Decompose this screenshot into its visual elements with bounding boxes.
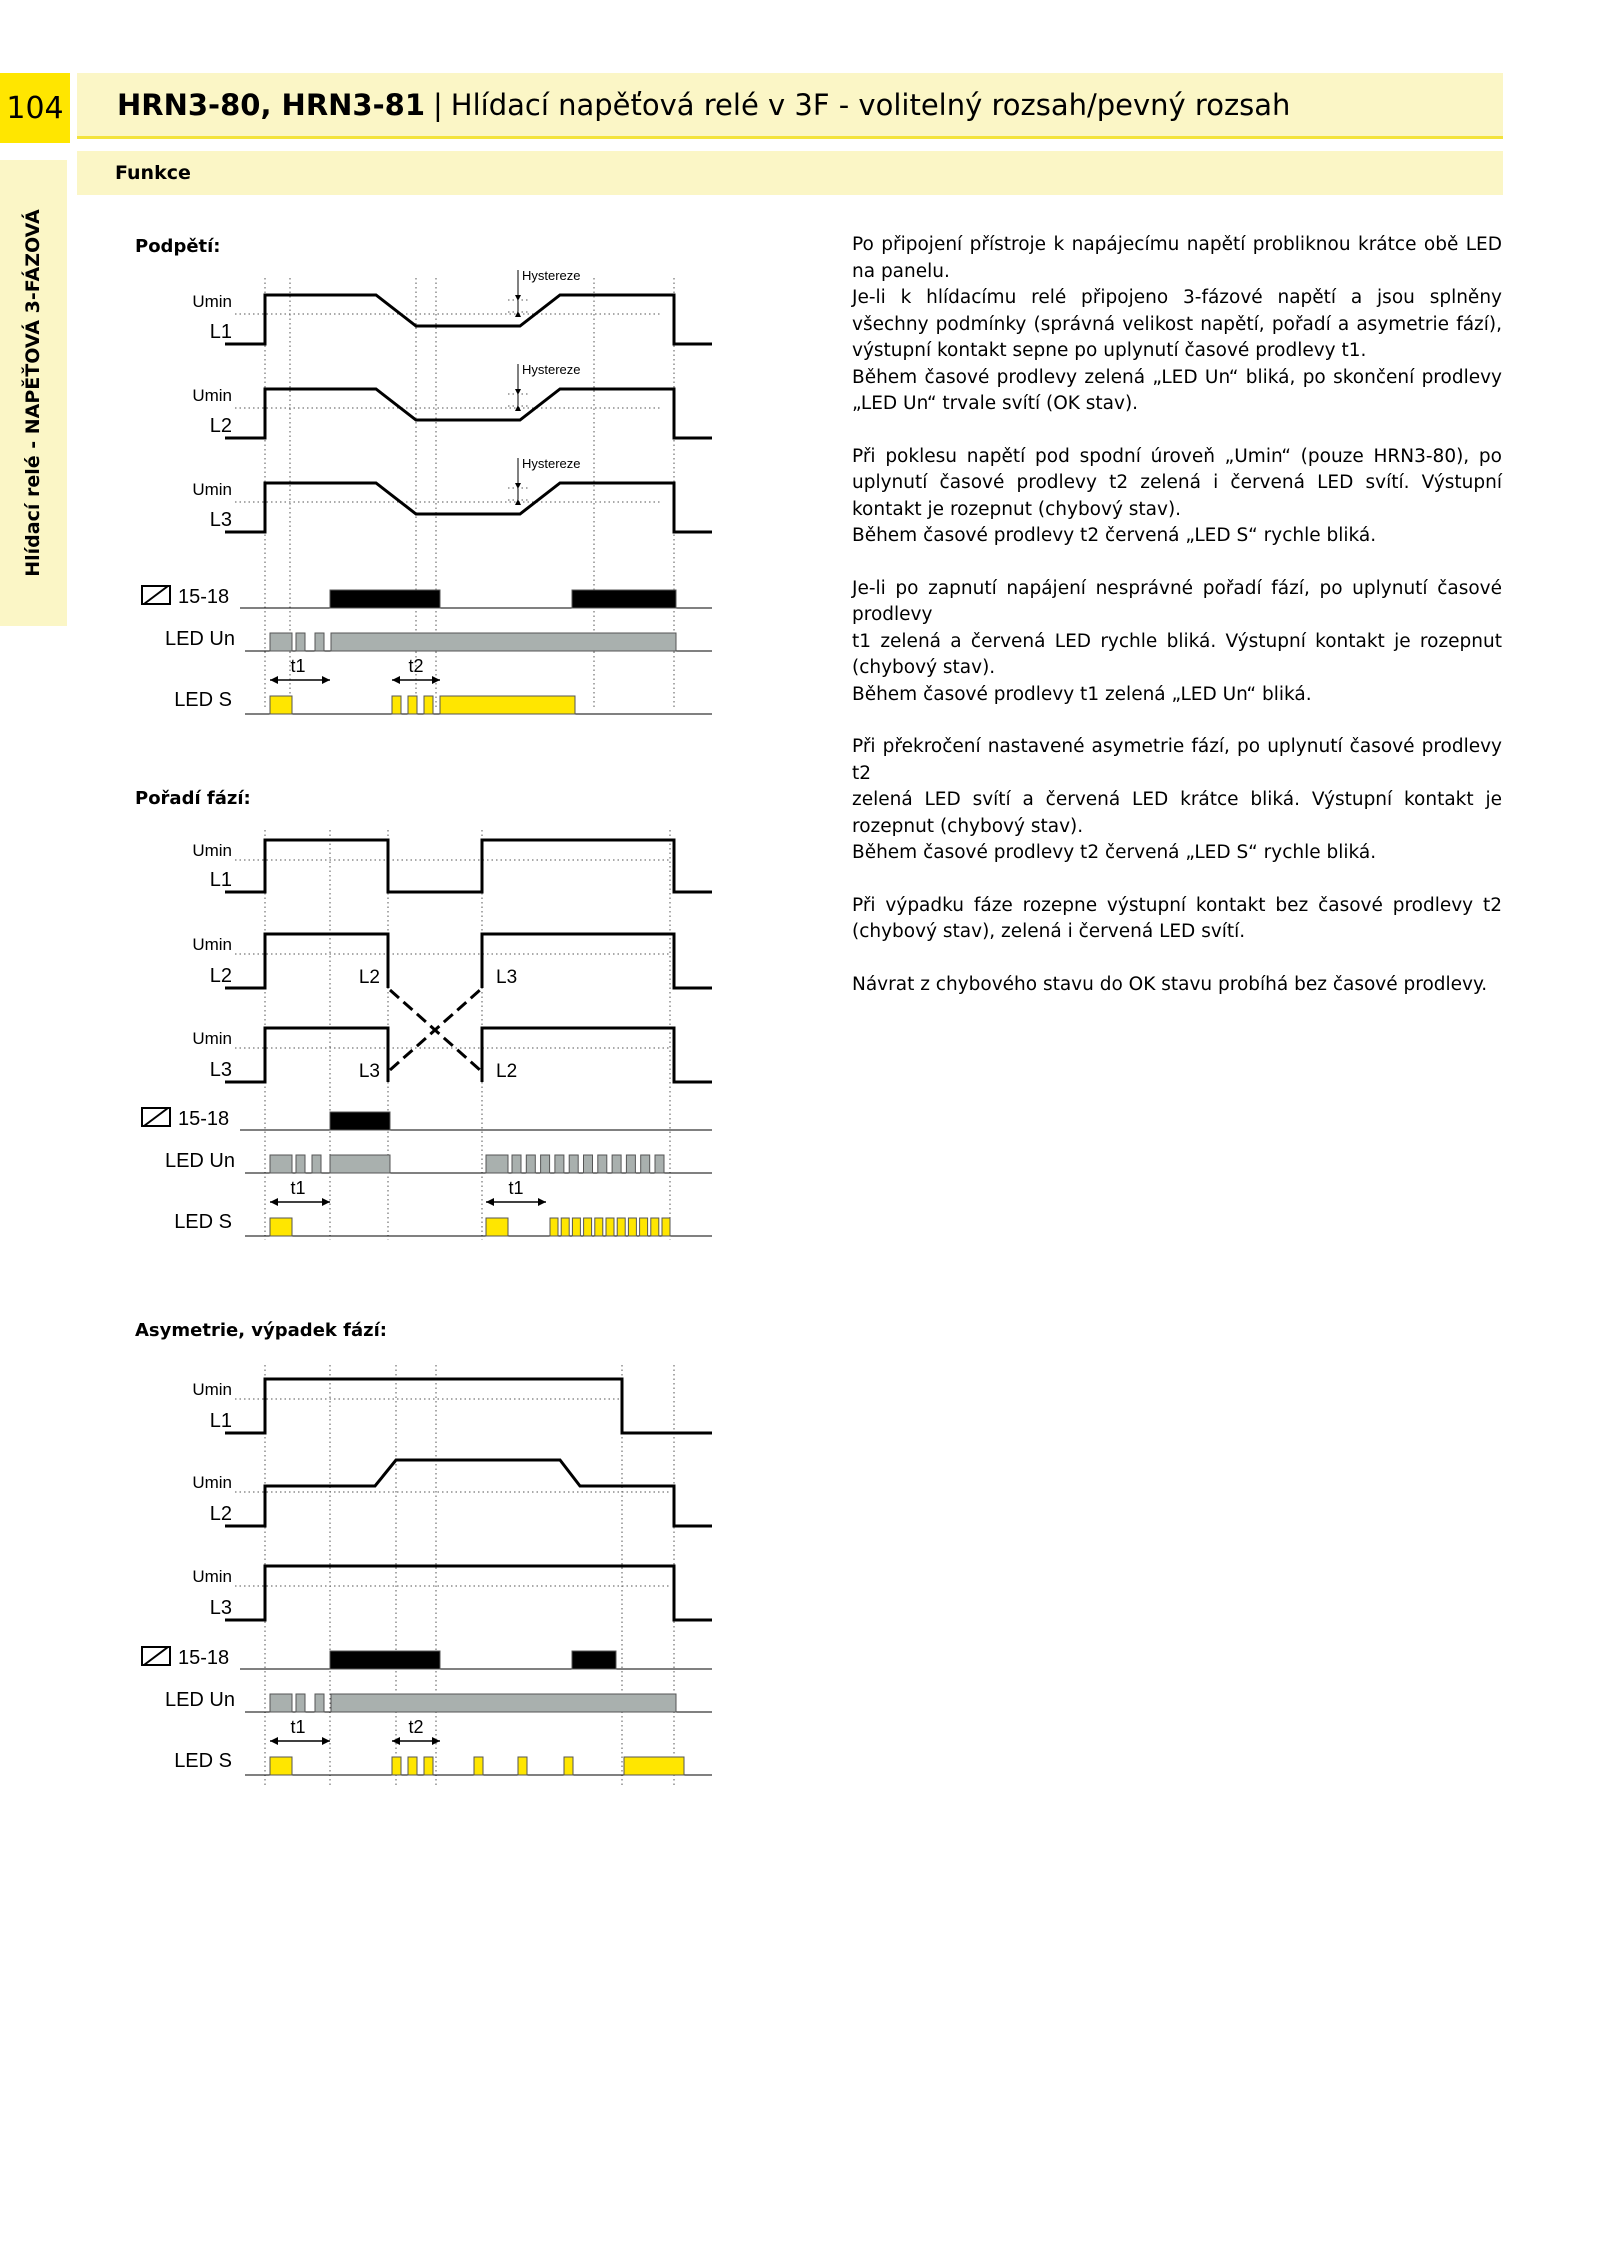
t1-arrow-head-right bbox=[322, 676, 330, 684]
description-paragraph: Návrat z chybového stavu do OK stavu probíhá bez časové prodlevy. bbox=[852, 973, 1488, 995]
relay-contact-closed bbox=[572, 1651, 616, 1669]
t1-label: t1 bbox=[508, 1178, 524, 1198]
umin-label-l3: Umin bbox=[192, 480, 232, 499]
page-number: 104 bbox=[0, 73, 70, 143]
relay-contact-closed bbox=[330, 590, 440, 608]
t1-label: t1 bbox=[290, 656, 306, 676]
timing-diagram-undervoltage bbox=[140, 268, 720, 720]
led-un-pulse bbox=[270, 1155, 292, 1173]
t1-arrow-head-right bbox=[538, 1198, 546, 1206]
relay-coil-icon bbox=[142, 1108, 170, 1126]
description-paragraph: Při překročení nastavené asymetrie fází, po uplynutí časové prodlevy t2 bbox=[852, 736, 1502, 784]
swap-label: L3 bbox=[496, 967, 518, 988]
title-description: Hlídací napěťová relé v 3F - volitelný rozsah/pevný rozsah bbox=[450, 87, 1291, 122]
paragraph-gap bbox=[852, 946, 1502, 972]
led-un-pulse bbox=[569, 1155, 578, 1173]
led-un-pulse bbox=[331, 1694, 676, 1712]
led-s-pulse bbox=[474, 1757, 483, 1775]
phase-waveform-l2 bbox=[225, 1460, 712, 1526]
t1-arrow-head-left bbox=[270, 1198, 278, 1206]
umin-label-l2: Umin bbox=[192, 1473, 232, 1492]
led-un-pulse bbox=[626, 1155, 635, 1173]
relay-label: 15-18 bbox=[178, 586, 230, 608]
hysteresis-label: Hystereze bbox=[522, 268, 581, 283]
t1-label: t1 bbox=[290, 1717, 306, 1737]
page-title bbox=[77, 73, 1503, 139]
paragraph-gap bbox=[852, 418, 1502, 444]
led-un-pulse bbox=[555, 1155, 564, 1173]
led-un-pulse bbox=[296, 633, 305, 651]
timing-diagram-phase-order bbox=[140, 820, 720, 1250]
led-s-pulse bbox=[408, 696, 417, 714]
led-s-pulse bbox=[595, 1218, 603, 1236]
led-s-pulse bbox=[561, 1218, 569, 1236]
phase-label-l2: L2 bbox=[209, 415, 232, 437]
led-s-pulse bbox=[651, 1218, 659, 1236]
phase-waveform-l1 bbox=[225, 840, 712, 892]
led-s-pulse bbox=[392, 1757, 401, 1775]
led-un-pulse bbox=[512, 1155, 521, 1173]
phase-label-l3: L3 bbox=[209, 1597, 232, 1619]
led-s-pulse bbox=[518, 1757, 527, 1775]
umin-label-l2: Umin bbox=[192, 386, 232, 405]
t2-label: t2 bbox=[408, 656, 424, 676]
phase-waveform-l2 bbox=[225, 389, 712, 438]
led-s-pulse bbox=[584, 1218, 592, 1236]
led-un-pulse bbox=[296, 1155, 305, 1173]
hysteresis-label: Hystereze bbox=[522, 456, 581, 471]
led-un-pulse bbox=[584, 1155, 593, 1173]
umin-label-l2: Umin bbox=[192, 935, 232, 954]
led-s-pulse bbox=[408, 1757, 417, 1775]
paragraph-gap bbox=[852, 708, 1502, 734]
description-paragraph: Při poklesu napětí pod spodní úroveň „Umin“ (pouze HRN3-80), po uplynutí časové prodlevy t2 zelená i červená LED svítí. Výstupní kontakt je rozepnut (chybový stav). bbox=[852, 445, 1502, 520]
t2-label: t2 bbox=[408, 1717, 424, 1737]
swap-label: L2 bbox=[496, 1061, 518, 1082]
led-s-pulse bbox=[628, 1218, 636, 1236]
paragraph-gap bbox=[852, 550, 1502, 576]
description-paragraph: zelená LED svítí a červená LED krátce bliká. Výstupní kontakt je rozepnut (chybový stav). bbox=[852, 789, 1502, 837]
led-s-pulse bbox=[640, 1218, 648, 1236]
t2-arrow-head-left bbox=[392, 676, 400, 684]
hysteresis-label: Hystereze bbox=[522, 362, 581, 377]
paragraph-gap bbox=[852, 867, 1502, 893]
description-paragraph: Během časové prodlevy t2 červená „LED S“ rychle bliká. bbox=[852, 842, 1377, 863]
umin-label-l3: Umin bbox=[192, 1567, 232, 1586]
umin-label-l1: Umin bbox=[192, 841, 232, 860]
t1-arrow-head-left bbox=[486, 1198, 494, 1206]
led-s-pulse bbox=[617, 1218, 625, 1236]
t1-arrow-head-right bbox=[322, 1198, 330, 1206]
led-un-pulse bbox=[541, 1155, 550, 1173]
t1-arrow-head-left bbox=[270, 676, 278, 684]
led-un-pulse bbox=[315, 1694, 324, 1712]
led-s-pulse bbox=[572, 1218, 580, 1236]
led-s-pulse bbox=[270, 1757, 292, 1775]
phase-waveform-l1 bbox=[225, 295, 712, 344]
phase-waveform-l3 bbox=[225, 483, 712, 532]
led-un-pulse bbox=[655, 1155, 664, 1173]
description-paragraph: Je-li po zapnutí napájení nesprávné pořadí fází, po uplynutí časové prodlevy bbox=[852, 577, 1502, 625]
umin-label-l1: Umin bbox=[192, 292, 232, 311]
t2-arrow-head-right bbox=[432, 676, 440, 684]
description-paragraph: Během časové prodlevy t2 červená „LED S“ rychle bliká. bbox=[852, 525, 1377, 546]
led-un-pulse bbox=[641, 1155, 650, 1173]
led-un-pulse bbox=[296, 1694, 305, 1712]
swap-label: L2 bbox=[358, 967, 380, 988]
relay-contact-closed bbox=[330, 1651, 440, 1669]
side-tab-label: Hlídací relé - NAPĚŤOVÁ 3-FÁZOVÁ bbox=[22, 209, 44, 577]
phase-label-l3: L3 bbox=[209, 1059, 232, 1081]
led-s-pulse bbox=[270, 1218, 292, 1236]
led-s-pulse bbox=[424, 1757, 433, 1775]
led-s-pulse bbox=[550, 1218, 558, 1236]
led-un-pulse bbox=[331, 633, 676, 651]
title-product: HRN3-80, HRN3-81 bbox=[117, 87, 425, 122]
t1-label: t1 bbox=[290, 1178, 306, 1198]
phase-label-l2: L2 bbox=[209, 1503, 232, 1525]
led-s-pulse bbox=[424, 696, 433, 714]
led-un-pulse bbox=[312, 1155, 321, 1173]
phase-label-l2: L2 bbox=[209, 965, 232, 987]
umin-label-l3: Umin bbox=[192, 1029, 232, 1048]
relay-label: 15-18 bbox=[178, 1108, 230, 1130]
led-un-pulse bbox=[598, 1155, 607, 1173]
phase-label-l3: L3 bbox=[209, 509, 232, 531]
timing-diagram-asymmetry bbox=[140, 1355, 720, 1795]
relay-label: 15-18 bbox=[178, 1647, 230, 1669]
led-s-pulse bbox=[392, 696, 401, 714]
swap-label: L3 bbox=[358, 1061, 380, 1082]
description-paragraph: Po připojení přístroje k napájecímu napětí probliknou krátce obě LED na panelu. bbox=[852, 234, 1502, 282]
diagram-title-undervoltage: Podpětí: bbox=[135, 236, 221, 257]
led-un-pulse bbox=[270, 1694, 292, 1712]
led-s-label: LED S bbox=[174, 1750, 232, 1772]
phase-waveform-l3 bbox=[225, 1566, 712, 1620]
led-s-pulse bbox=[564, 1757, 573, 1775]
led-s-pulse bbox=[486, 1218, 508, 1236]
led-s-pulse bbox=[662, 1218, 670, 1236]
led-un-pulse bbox=[330, 1155, 390, 1173]
led-s-pulse bbox=[606, 1218, 614, 1236]
led-un-pulse bbox=[315, 633, 324, 651]
led-s-pulse bbox=[270, 696, 292, 714]
relay-contact-closed bbox=[572, 590, 676, 608]
phase-waveform-l1 bbox=[225, 1379, 712, 1433]
led-un-pulse bbox=[486, 1155, 508, 1173]
led-s-pulse bbox=[440, 696, 575, 714]
led-un-label: LED Un bbox=[164, 1689, 235, 1711]
section-heading bbox=[77, 151, 1503, 195]
description-text bbox=[852, 232, 1502, 998]
t1-arrow-head-left bbox=[270, 1737, 278, 1745]
section-label: Funkce bbox=[115, 162, 191, 184]
led-un-label: LED Un bbox=[164, 1150, 235, 1172]
relay-contact-closed bbox=[330, 1112, 390, 1130]
led-un-pulse bbox=[526, 1155, 535, 1173]
led-s-pulse bbox=[624, 1757, 684, 1775]
phase-label-l1: L1 bbox=[209, 869, 232, 891]
phase-label-l1: L1 bbox=[209, 321, 232, 343]
description-paragraph: Během časové prodlevy zelená „LED Un“ bliká, po skončení prodlevy „LED Un“ trvale svítí (OK stav). bbox=[852, 366, 1502, 414]
description-paragraph: t1 zelená a červená LED rychle bliká. Výstupní kontakt je rozepnut (chybový stav). bbox=[852, 630, 1502, 678]
title-separator: | bbox=[433, 87, 443, 122]
led-un-pulse bbox=[270, 633, 292, 651]
relay-coil-icon bbox=[142, 1647, 170, 1665]
description-paragraph: Při výpadku fáze rozepne výstupní kontakt bez časové prodlevy t2 (chybový stav), zelená i červená LED svítí. bbox=[852, 894, 1502, 942]
description-paragraph: Je-li k hlídacímu relé připojeno 3-fázové napětí a jsou splněny všechny podmínky (správná velikost napětí, pořadí a asymetrie fází), výstupní kontakt sepne po uplynutí časové prodlevy t1. bbox=[852, 287, 1502, 361]
phase-label-l1: L1 bbox=[209, 1410, 232, 1432]
diagram-title-asymmetry: Asymetrie, výpadek fází: bbox=[135, 1320, 387, 1341]
relay-coil-icon bbox=[142, 586, 170, 604]
t1-arrow-head-right bbox=[322, 1737, 330, 1745]
description-paragraph: Během časové prodlevy t1 zelená „LED Un“ bliká. bbox=[852, 683, 1312, 705]
led-s-label: LED S bbox=[174, 1211, 232, 1233]
led-s-label: LED S bbox=[174, 689, 232, 711]
led-un-pulse bbox=[612, 1155, 621, 1173]
led-un-label: LED Un bbox=[164, 628, 235, 650]
diagram-title-phase-order: Pořadí fází: bbox=[135, 788, 251, 809]
umin-label-l1: Umin bbox=[192, 1380, 232, 1399]
